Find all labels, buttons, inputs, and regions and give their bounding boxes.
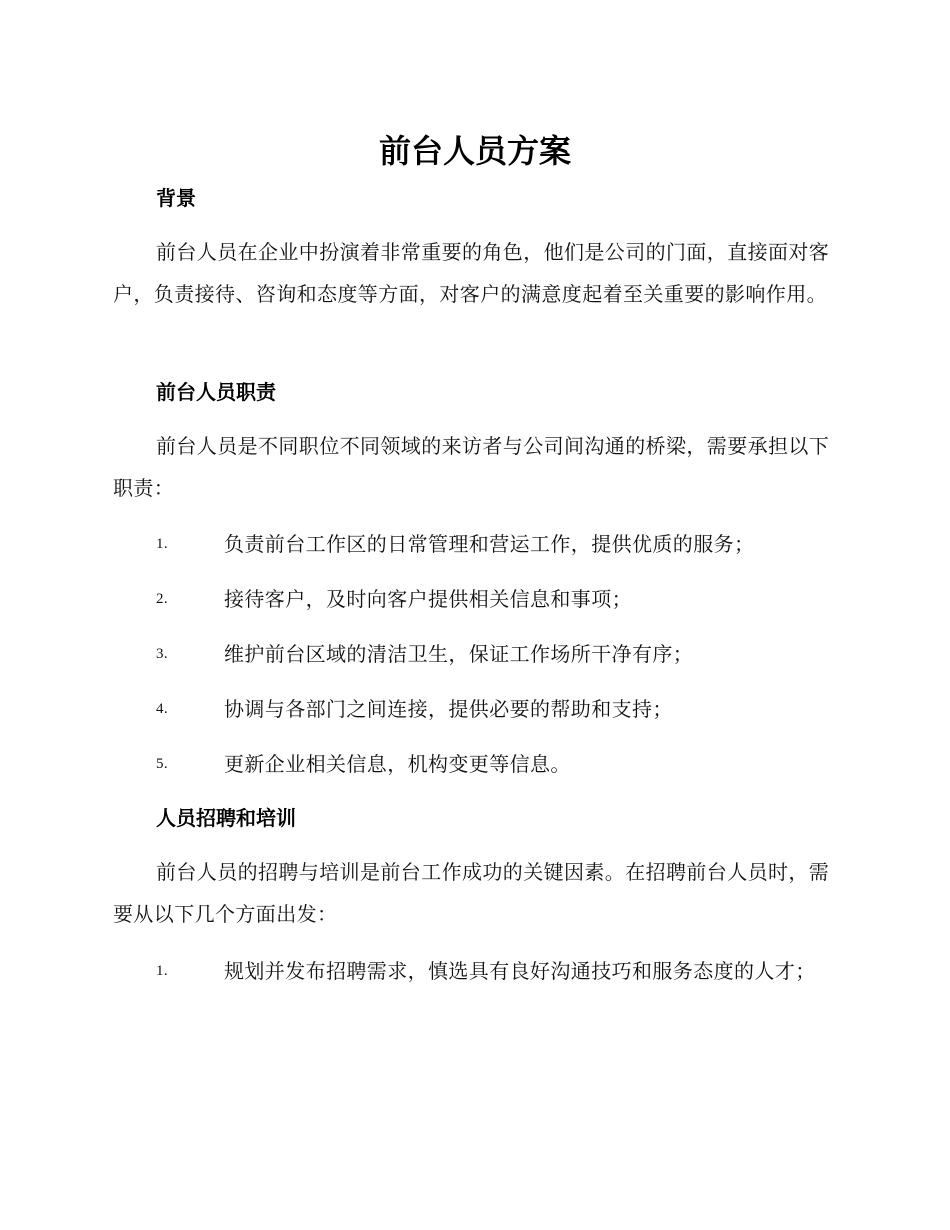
list-text: 更新企业相关信息，机构变更等信息。 — [224, 752, 571, 776]
section-paragraph-background: 前台人员在企业中扮演着非常重要的角色，他们是公司的门面，直接面对客户，负责接待、咨询和态度等方面，对客户的满意度起着至关重要的影响作用。 — [113, 240, 830, 306]
document-title: 前台人员方案 — [378, 132, 571, 170]
list-text: 负责前台工作区的日常管理和营运工作，提供优质的服务； — [224, 532, 755, 556]
list-item — [113, 633, 835, 675]
section-heading-duties: 前台人员职责 — [156, 380, 276, 404]
list-item — [113, 688, 835, 730]
list-number: 1. — [156, 963, 169, 979]
list-number: 2. — [156, 591, 169, 607]
list-number: 3. — [156, 646, 169, 662]
list-number: 5. — [156, 756, 169, 772]
list-item — [113, 950, 835, 992]
section-heading-background: 背景 — [156, 186, 196, 210]
list-item — [113, 743, 835, 785]
section-heading-recruitment: 人员招聘和培训 — [156, 806, 296, 830]
list-number: 1. — [156, 536, 169, 552]
section-paragraph-recruitment: 前台人员的招聘与培训是前台工作成功的关键因素。在招聘前台人员时，需要从以下几个方面出发： — [113, 860, 830, 926]
section-paragraph-duties: 前台人员是不同职位不同领域的来访者与公司间沟通的桥梁，需要承担以下职责： — [113, 434, 830, 500]
list-number: 4. — [156, 701, 169, 717]
list-text: 维护前台区域的清洁卫生，保证工作场所干净有序； — [224, 642, 694, 666]
list-text: 接待客户，及时向客户提供相关信息和事项； — [224, 587, 632, 611]
list-text: 规划并发布招聘需求，慎选具有良好沟通技巧和服务态度的人才； — [224, 959, 816, 983]
list-item — [113, 523, 835, 565]
list-text: 协调与各部门之间连接，提供必要的帮助和支持； — [224, 697, 673, 721]
list-item — [113, 578, 835, 620]
